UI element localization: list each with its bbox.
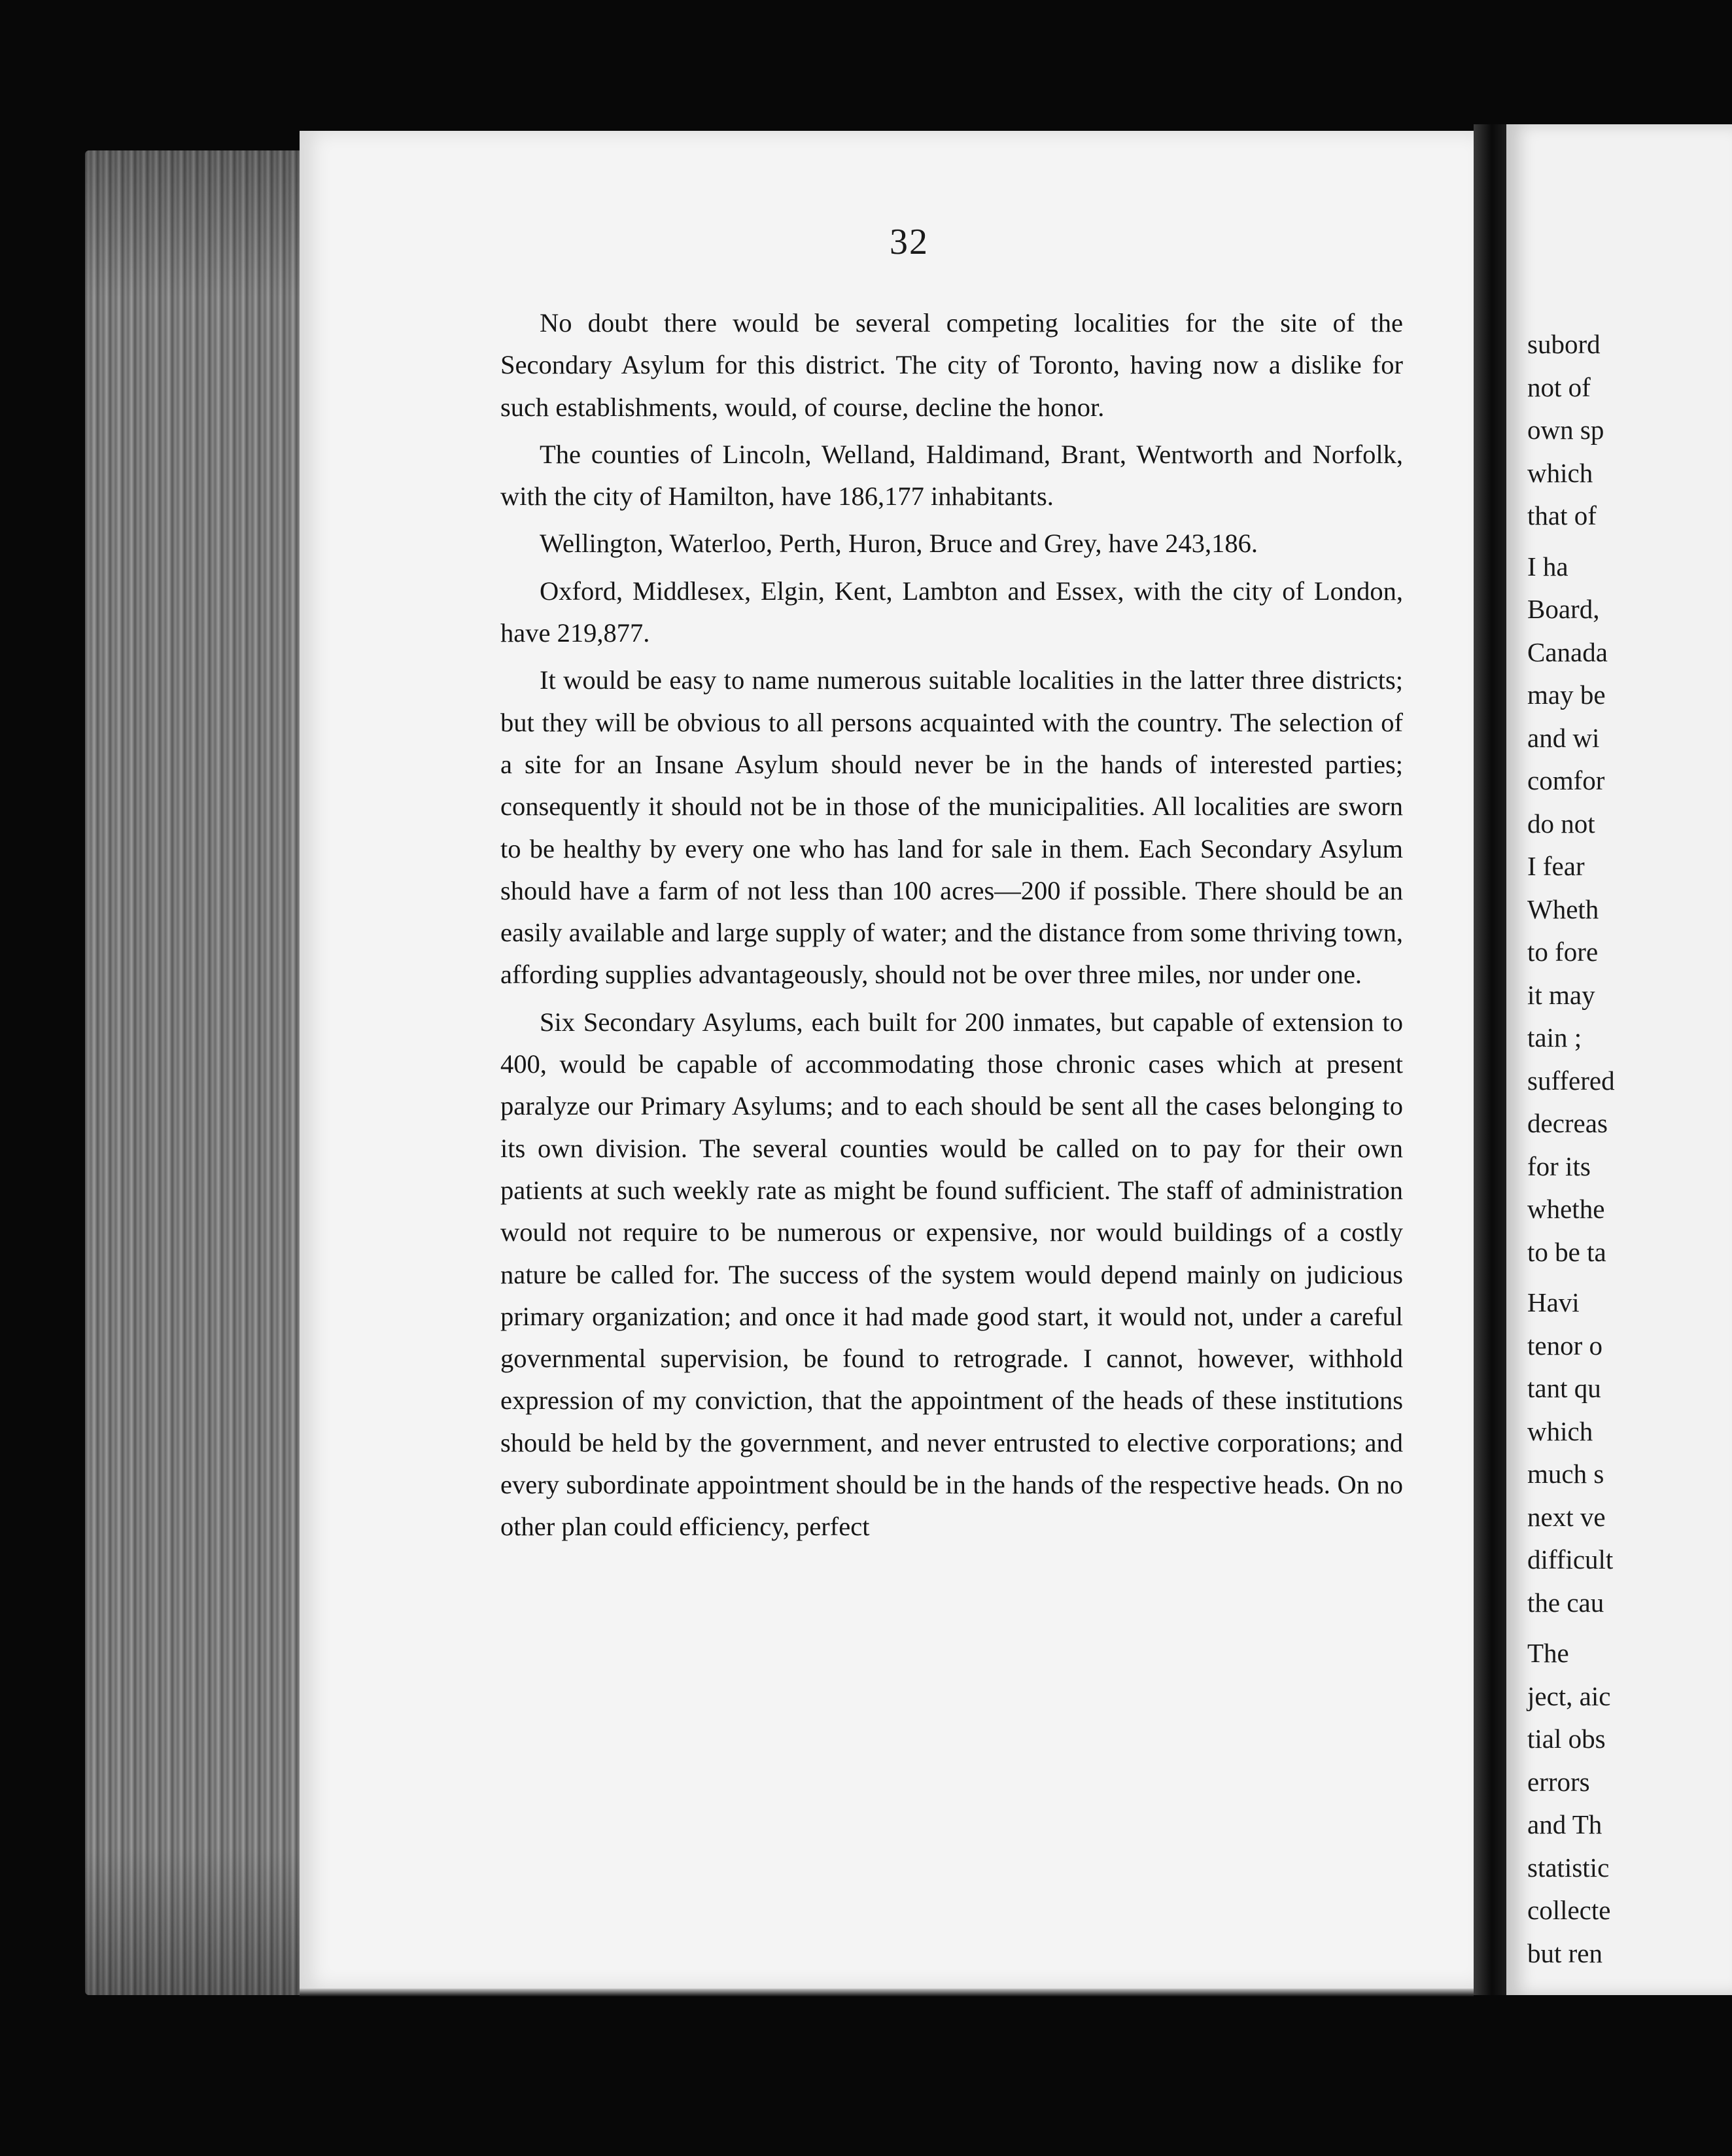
facing-page-line: comfor (1527, 765, 1605, 795)
facing-page-line: do not (1527, 808, 1595, 839)
facing-page-line: which (1527, 1416, 1593, 1446)
facing-page-line: own sp (1527, 415, 1604, 445)
facing-page-line: and Th (1527, 1809, 1602, 1839)
facing-page-line: I fear (1527, 851, 1585, 881)
facing-page-line: and wi (1527, 722, 1600, 753)
facing-page-line: difficult (1527, 1544, 1614, 1574)
paragraph: The counties of Lincoln, Welland, Haldimand, Brant, Wentworth and Norfolk, with the city of Hamilton, have 186,177 inhabitants. (500, 439, 1403, 512)
page-body-text (500, 302, 1403, 1548)
paragraph: Six Secondary Asylums, each built for 200 inmates, but capable of extension to 400, would be capable of accommodating those chronic cases which at present paralyze our Primary Asylums; and to each should be sent all the cases belonging to its own division. The several counties would be called on to pay for their own patients at such weekly rate as might be found sufficient. The staff of administration would not require to be numerous or expensive, nor would buildings of a costly nature be called for. The success of the system would depend mainly on judicious primary organization; and once it had made good start, it would not, under a careful governmental supervision, be found to retrograde. I cannot, however, withhold expression of my conviction, that the appointment of the heads of these institutions should be held by the government, and never entrusted to elective corporations; and every subordinate appointment should be in the hands of the respective heads. On no other plan could efficiency, perfect (500, 1007, 1403, 1542)
facing-page-line: the cau (1527, 1587, 1604, 1618)
facing-page-line: tenor o (1527, 1330, 1602, 1361)
facing-page-line: may be (1527, 680, 1606, 710)
facing-page-line: collecte (1527, 1895, 1611, 1925)
facing-page-line: Havi (1527, 1287, 1580, 1317)
facing-page-line: decreas (1527, 1108, 1608, 1138)
page-bottom-edge (300, 1989, 1474, 1996)
paragraph: Wellington, Waterloo, Perth, Huron, Bruce and Grey, have 243,186. (540, 529, 1258, 559)
paragraph: No doubt there would be several competing localities for the site of the Secondary Asylum for this district. The city of Toronto, having now a dislike for such establishments, would, of course, decline the honor. (500, 308, 1403, 422)
facing-page-line: tial obs (1527, 1724, 1606, 1754)
facing-page-line: errors (1527, 1766, 1590, 1797)
facing-page-line: tant qu (1527, 1373, 1601, 1403)
facing-page-line: next ve (1527, 1501, 1606, 1532)
facing-page-line: which (1527, 457, 1593, 488)
paragraph: It would be easy to name numerous suitable localities in the latter three districts; but they will be obvious to all persons acquainted with the country. The selection of a site for an Insane Asylum should never be in the hands of interested parties; consequently it should not be in those of the municipalities. All localities are sworn to be healthy by every one who has land for sale in them. Each Secondary Asylum should have a farm of not less than 100 acres—200 if possible. There should be an easily available and large supply of water; and the distance from some thriving town, affording supplies advantageously, should not be over three miles, nor under one. (500, 665, 1403, 990)
facing-page-line: that of (1527, 500, 1597, 530)
facing-page-line: statistic (1527, 1852, 1610, 1883)
facing-page-line: suffered (1527, 1065, 1615, 1096)
paragraph: Oxford, Middlesex, Elgin, Kent, Lambton and Essex, with the city of London, have 219,877. (500, 576, 1403, 648)
book-gutter (1474, 124, 1506, 1995)
facing-page-line: Wheth (1527, 894, 1599, 924)
facing-page-line: not of (1527, 372, 1591, 402)
facing-page-line: much s (1527, 1459, 1604, 1489)
facing-page-line: whethe (1527, 1194, 1605, 1224)
facing-page-line: to be ta (1527, 1236, 1606, 1267)
facing-page-line: subord (1527, 329, 1601, 359)
facing-page-line: but ren (1527, 1938, 1602, 1968)
facing-page-line: Board, (1527, 594, 1600, 624)
facing-page-line: tain ; (1527, 1022, 1582, 1052)
facing-page-line: for its (1527, 1151, 1591, 1181)
page-number: 32 (890, 222, 929, 262)
facing-page-text (1527, 323, 1615, 1975)
facing-page-line: it may (1527, 979, 1595, 1010)
book-page-edges-shadow (85, 150, 307, 1995)
facing-page-line: to fore (1527, 937, 1599, 967)
facing-page-line: The (1527, 1638, 1569, 1668)
facing-page-line: Canada (1527, 636, 1608, 667)
facing-page-line: I ha (1527, 551, 1568, 582)
facing-page-line: ject, aic (1527, 1680, 1611, 1711)
